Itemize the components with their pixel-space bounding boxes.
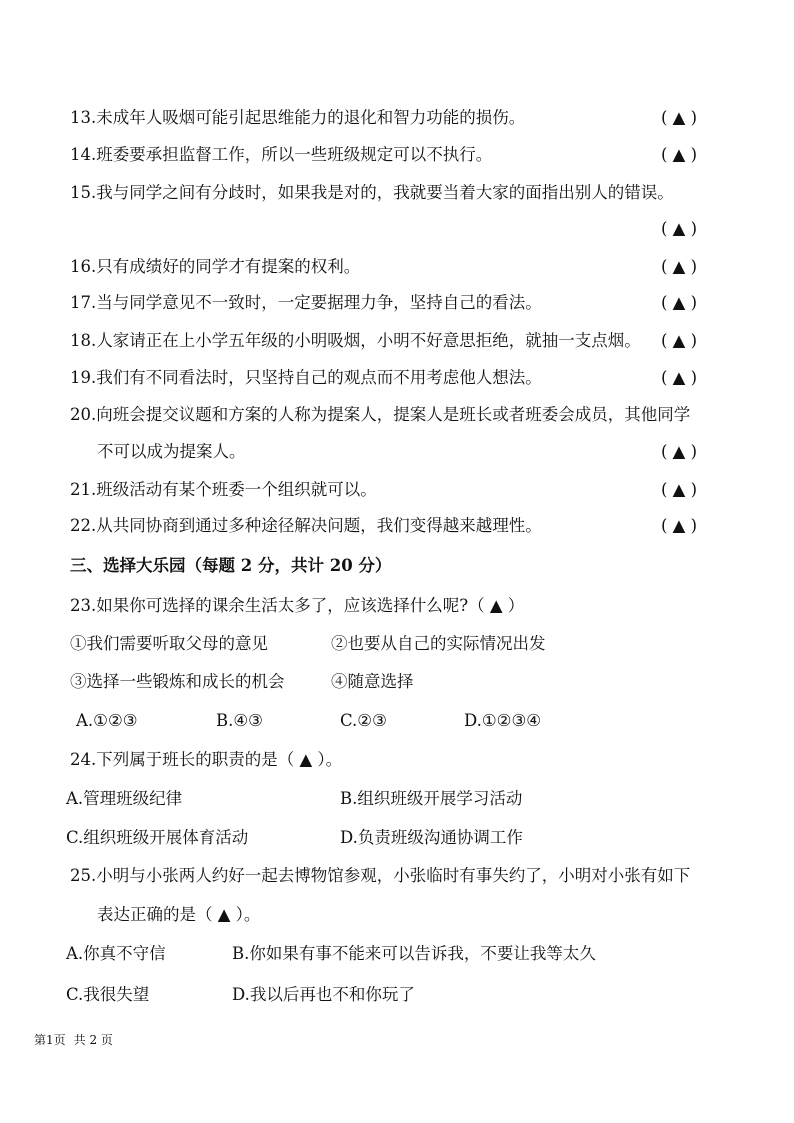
section-title: 三、选择大乐园（每题 2 分，共计 20 分） bbox=[70, 556, 392, 575]
question-text: 18.人家请正在上小学五年级的小明吸烟，小明不好意思拒绝，就抽一支点烟。 bbox=[70, 331, 641, 350]
option-b: B.你如果有事不能来可以告诉我，不要让我等太久 bbox=[232, 944, 596, 963]
statement-3: ③选择一些锻炼和成长的机会 bbox=[70, 672, 285, 691]
option-b: B.④③ bbox=[216, 711, 263, 730]
question-text: 15.我与同学之间有分歧时，如果我是对的，我就要当着大家的面指出别人的错误。 bbox=[70, 183, 674, 202]
page-number: 第1页 bbox=[34, 1033, 66, 1047]
question-stem: 25.小明与小张两人约好一起去博物馆参观，小张临时有事失约了，小明对小张有如下 bbox=[70, 866, 691, 885]
option-d: D.①②③④ bbox=[464, 711, 542, 730]
option-d: D.我以后再也不和你玩了 bbox=[232, 985, 415, 1004]
answer-bracket: ( ▲ ) bbox=[661, 108, 698, 127]
question-text: 20.向班会提交议题和方案的人称为提案人，提案人是班长或者班委会成员，其他同学 bbox=[70, 405, 691, 424]
answer-bracket: ( ▲ ) bbox=[661, 368, 698, 387]
question-text: 17.当与同学意见不一致时，一定要据理力争，坚持自己的看法。 bbox=[70, 293, 542, 312]
question-text: 19.我们有不同看法时，只坚持自己的观点而不用考虑他人想法。 bbox=[70, 368, 542, 387]
answer-bracket: ( ▲ ) bbox=[661, 145, 698, 164]
option-d: D.负责班级沟通协调工作 bbox=[340, 828, 523, 847]
question-text: 21.班级活动有某个班委一个组织就可以。 bbox=[70, 480, 377, 499]
question-stem-continued: 表达正确的是（ ▲ ）。 bbox=[97, 905, 261, 924]
answer-bracket: ( ▲ ) bbox=[661, 293, 698, 312]
option-a: A.管理班级纪律 bbox=[66, 789, 183, 808]
answer-bracket: ( ▲ ) bbox=[661, 257, 698, 276]
question-text: 22.从共同协商到通过多种途径解决问题，我们变得越来越理性。 bbox=[70, 516, 542, 535]
answer-bracket: ( ▲ ) bbox=[661, 480, 698, 499]
question-text: 13.未成年人吸烟可能引起思维能力的退化和智力功能的损伤。 bbox=[70, 108, 526, 127]
option-a: A.你真不守信 bbox=[66, 944, 166, 963]
option-c: C.②③ bbox=[340, 711, 387, 730]
statement-2: ②也要从自己的实际情况出发 bbox=[331, 634, 546, 653]
question-stem: 23.如果你可选择的课余生活太多了，应该选择什么呢?（ ▲ ） bbox=[70, 596, 525, 615]
answer-bracket: ( ▲ ) bbox=[661, 442, 698, 461]
answer-bracket: ( ▲ ) bbox=[661, 516, 698, 535]
question-text-continued: 不可以成为提案人。 bbox=[97, 442, 246, 461]
statement-1: ①我们需要听取父母的意见 bbox=[70, 634, 268, 653]
option-c: C.组织班级开展体育活动 bbox=[66, 828, 249, 847]
answer-bracket: ( ▲ ) bbox=[661, 219, 698, 238]
option-c: C.我很失望 bbox=[66, 985, 150, 1004]
page-footer bbox=[34, 1032, 121, 1048]
question-stem: 24.下列属于班长的职责的是（ ▲ ）。 bbox=[70, 750, 343, 769]
statement-4: ④随意选择 bbox=[331, 672, 414, 691]
option-a: A.①②③ bbox=[76, 711, 138, 730]
option-b: B.组织班级开展学习活动 bbox=[340, 789, 523, 808]
question-text: 14.班委要承担监督工作，所以一些班级规定可以不执行。 bbox=[70, 145, 493, 164]
page-total: 共 2 页 bbox=[73, 1033, 113, 1047]
answer-bracket: ( ▲ ) bbox=[661, 331, 698, 350]
question-text: 16.只有成绩好的同学才有提案的权利。 bbox=[70, 257, 361, 276]
